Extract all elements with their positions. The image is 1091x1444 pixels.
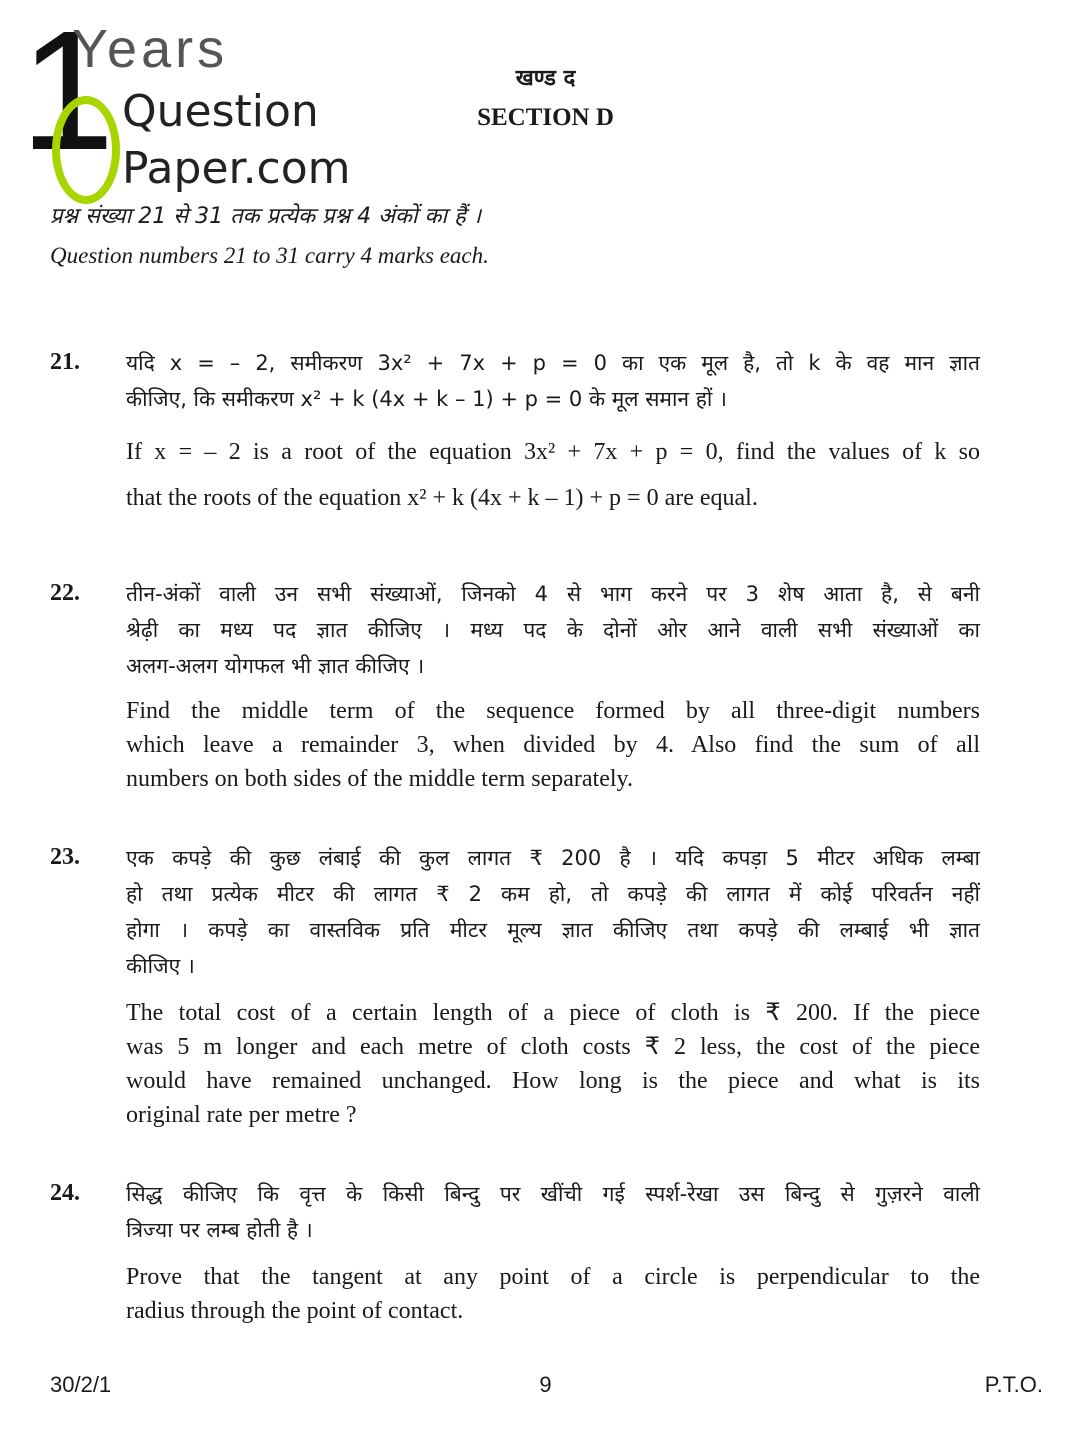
question-body bbox=[126, 840, 980, 1132]
text-line: was 5 m longer and each metre of cloth costs ₹ 2 less, the cost of the piece bbox=[126, 1034, 980, 1060]
text-line: होगा । कपड़े का वास्तविक प्रति मीटर मूल्य ज्ञात कीजिए तथा कपड़े की लम्बाई भी ज्ञात bbox=[126, 918, 980, 942]
question-number: 24. bbox=[50, 1180, 80, 1206]
paper-code: 30/2/1 bbox=[50, 1372, 112, 1397]
question-text-hindi bbox=[126, 840, 980, 984]
text-line: कीजिए, कि समीकरण x² + k (4x + k – 1) + p = 0 के मूल समान हों । bbox=[126, 387, 727, 411]
section-title-hindi: खण्ड द bbox=[515, 66, 576, 91]
question-text-hindi bbox=[126, 345, 980, 417]
question-body bbox=[126, 1176, 980, 1328]
text-line: If x = – 2 is a root of the equation 3x² + 7x + p = 0, find the values of k so bbox=[126, 439, 980, 465]
text-line: हो तथा प्रत्येक मीटर की लागत ₹ 2 कम हो, तो कपड़े की लागत में कोई परिवर्तन नहीं bbox=[126, 882, 980, 906]
question-body bbox=[126, 345, 980, 521]
text-line: त्रिज्या पर लम्ब होती है । bbox=[126, 1218, 313, 1242]
question-text-hindi bbox=[126, 1176, 980, 1248]
text-line: which leave a remainder 3, when divided by 4. Also find the sum of all bbox=[126, 732, 980, 758]
logo-digit-one: 1 bbox=[20, 0, 115, 186]
please-turn-over: P.T.O. bbox=[984, 1372, 1043, 1397]
instruction-english: Question numbers 21 to 31 carry 4 marks each. bbox=[50, 243, 489, 268]
question-number: 23. bbox=[50, 844, 80, 870]
text-line: Find the middle term of the sequence formed by all three-digit numbers bbox=[126, 698, 980, 724]
text-line: original rate per metre ? bbox=[126, 1102, 357, 1128]
text-line: एक कपड़े की कुछ लंबाई की कुल लागत ₹ 200 है । यदि कपड़ा 5 मीटर अधिक लम्बा bbox=[126, 846, 980, 870]
text-line: The total cost of a certain length of a piece of cloth is ₹ 200. If the piece bbox=[126, 1000, 980, 1026]
text-line: यदि x = – 2, समीकरण 3x² + 7x + p = 0 का एक मूल है, तो k के वह मान ज्ञात bbox=[126, 351, 980, 375]
section-title-english: SECTION D bbox=[477, 104, 614, 131]
question-number: 21. bbox=[50, 349, 80, 375]
logo-question-text: Question bbox=[122, 86, 319, 137]
text-line: तीन-अंकों वाली उन सभी संख्याओं, जिनको 4 से भाग करने पर 3 शेष आता है, से बनी bbox=[126, 582, 980, 606]
text-line: that the roots of the equation x² + k (4x + k – 1) + p = 0 are equal. bbox=[126, 485, 758, 511]
logo-paper-text: Paper.com bbox=[122, 143, 351, 194]
question-text-english bbox=[126, 694, 980, 796]
text-line: अलग-अलग योगफल भी ज्ञात कीजिए । bbox=[126, 654, 425, 678]
question-text-english bbox=[126, 429, 980, 521]
logo-years-text: Years bbox=[72, 19, 229, 79]
question-text-english bbox=[126, 1260, 980, 1328]
text-line: Prove that the tangent at any point of a circle is perpendicular to the bbox=[126, 1264, 980, 1290]
instruction-hindi: प्रश्न संख्या 21 से 31 तक प्रत्येक प्रश्न 4 अंकों का हैं । bbox=[50, 204, 482, 229]
text-line: श्रेढ़ी का मध्य पद ज्ञात कीजिए । मध्य पद के दोनों ओर आने वाली सभी संख्याओं का bbox=[126, 618, 980, 642]
page-number: 9 bbox=[539, 1372, 552, 1397]
text-line: कीजिए । bbox=[126, 954, 195, 978]
text-line: radius through the point of contact. bbox=[126, 1298, 464, 1324]
question-body bbox=[126, 576, 980, 796]
text-line: would have remained unchanged. How long is the piece and what is its bbox=[126, 1068, 980, 1094]
text-line: सिद्ध कीजिए कि वृत्त के किसी बिन्दु पर खींची गई स्पर्श-रेखा उस बिन्दु से गुज़रने वाली bbox=[126, 1182, 980, 1206]
question-text-english bbox=[126, 996, 980, 1132]
question-text-hindi bbox=[126, 576, 980, 684]
question-number: 22. bbox=[50, 580, 80, 606]
text-line: numbers on both sides of the middle term separately. bbox=[126, 766, 633, 792]
